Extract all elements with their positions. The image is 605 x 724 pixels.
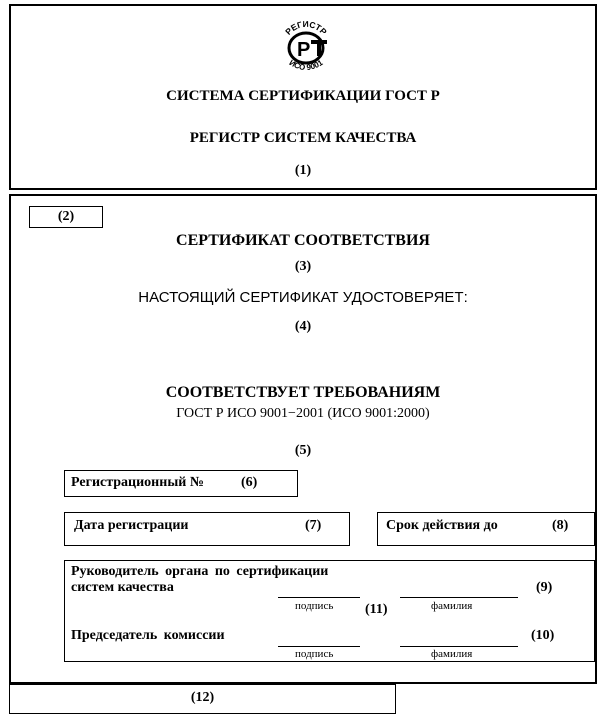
- ref-1: (1): [294, 163, 312, 178]
- certificate-title: СЕРТИФИКАТ СООТВЕТСТВИЯ: [176, 232, 430, 249]
- chairman-signature-line: [278, 646, 360, 647]
- certification-system-title: СИСТЕМА СЕРТИФИКАЦИИ ГОСТ Р: [166, 88, 440, 104]
- quality-register-title: РЕГИСТР СИСТЕМ КАЧЕСТВА: [189, 130, 417, 146]
- registration-number-box: [64, 470, 298, 497]
- ref-7: (7): [305, 518, 322, 533]
- ref-2-box: [29, 206, 103, 228]
- ref-8: (8): [552, 518, 569, 533]
- head-surname-caption: фамилия: [431, 600, 473, 612]
- head-signature-line: [278, 597, 360, 598]
- ref-9: (9): [536, 580, 553, 595]
- head-surname-line: [400, 597, 518, 598]
- registration-date-label: Дата регистрации: [74, 518, 189, 533]
- chairman-label: Председатель комиссии: [71, 628, 225, 643]
- logo-top-text: РЕГИСТР: [283, 18, 329, 37]
- chairman-surname-line: [400, 646, 518, 647]
- ref-10: (10): [531, 628, 555, 643]
- head-of-body-line1: Руководитель органа по сертификации: [71, 564, 329, 579]
- registration-date-box: [64, 512, 350, 546]
- svg-text:Р: Р: [297, 39, 311, 61]
- chairman-surname-caption: фамилия: [431, 648, 473, 660]
- ref-3: (3): [294, 259, 312, 274]
- ref-6: (6): [241, 475, 258, 490]
- valid-until-label: Срок действия до: [386, 518, 498, 533]
- chairman-signature-caption: подпись: [295, 648, 334, 660]
- footer-box: [9, 684, 396, 714]
- signatures-box: [64, 560, 595, 662]
- valid-until-box: [377, 512, 595, 546]
- ref-2: (2): [57, 209, 75, 224]
- conforms-title: СООТВЕТСТВУЕТ ТРЕБОВАНИЯМ: [165, 384, 441, 401]
- header-section: [9, 4, 597, 190]
- standard-text: ГОСТ Р ИСО 9001−2001 (ИСО 9001:2000): [176, 406, 430, 421]
- head-of-body-line2: систем качества: [71, 580, 174, 595]
- ref-12: (12): [190, 690, 215, 705]
- ref-4: (4): [294, 319, 312, 334]
- head-signature-caption: подпись: [295, 600, 334, 612]
- logo-bottom-text: ИСО 9001: [287, 58, 325, 73]
- ref-11: (11): [365, 602, 388, 617]
- certificate-body: [9, 194, 597, 684]
- certifies-text: НАСТОЯЩИЙ СЕРТИФИКАТ УДОСТОВЕРЯЕТ:: [138, 289, 468, 306]
- ref-5: (5): [294, 443, 312, 458]
- rst-logo-icon: [277, 12, 335, 82]
- registration-number-label: Регистрационный №: [71, 475, 204, 490]
